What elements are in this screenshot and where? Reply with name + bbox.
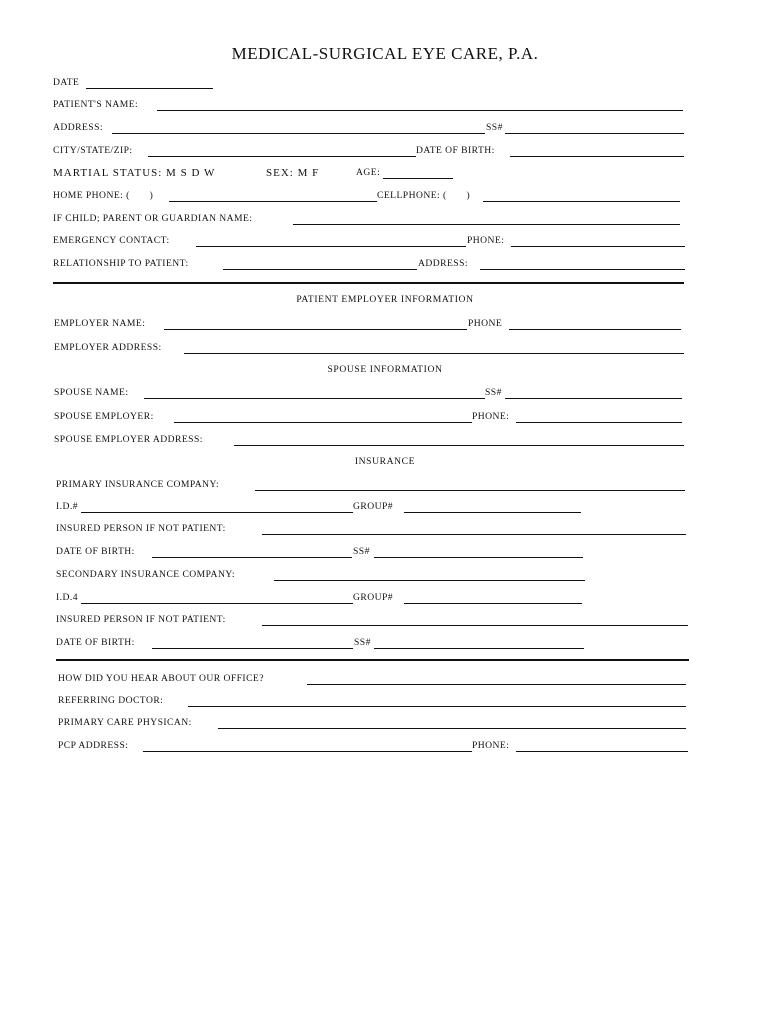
spouse-employer-label: SPOUSE EMPLOYER: bbox=[54, 411, 154, 422]
spouse-name-field[interactable] bbox=[144, 398, 485, 399]
primary-insurance-label: PRIMARY INSURANCE COMPANY: bbox=[56, 479, 220, 490]
group1-label: GROUP# bbox=[353, 501, 394, 512]
spouse-name-label: SPOUSE NAME: bbox=[54, 387, 129, 398]
spouse-ss-field[interactable] bbox=[505, 398, 682, 399]
group1-field[interactable] bbox=[404, 512, 581, 513]
employer-heading: PATIENT EMPLOYER INFORMATION bbox=[296, 294, 474, 305]
primary-insurance-field[interactable] bbox=[255, 490, 685, 491]
ss2-field[interactable] bbox=[374, 648, 584, 649]
age-label: AGE: bbox=[356, 167, 381, 178]
spouse-phone-field[interactable] bbox=[516, 422, 682, 423]
referring-doctor-label: REFERRING DOCTOR: bbox=[58, 695, 164, 706]
ss-label: SS# bbox=[486, 122, 503, 133]
divider-2 bbox=[56, 659, 689, 661]
employer-name-label: EMPLOYER NAME: bbox=[54, 318, 146, 329]
relationship-field[interactable] bbox=[223, 269, 417, 270]
form-title: MEDICAL-SURGICAL EYE CARE, P.A. bbox=[231, 44, 539, 63]
dob1-field[interactable] bbox=[152, 557, 352, 558]
ss2-label: SS# bbox=[354, 637, 371, 648]
date-label: DATE bbox=[53, 77, 80, 88]
cellphone-label: CELLPHONE: ( ) bbox=[377, 190, 471, 201]
relationship-address-label: ADDRESS: bbox=[418, 258, 468, 269]
id2-label: I.D.4 bbox=[56, 592, 78, 603]
secondary-insurance-label: SECONDARY INSURANCE COMPANY: bbox=[56, 569, 235, 580]
address-label: ADDRESS: bbox=[53, 122, 103, 133]
home-phone-field[interactable] bbox=[169, 201, 377, 202]
spouse-employer-address-field[interactable] bbox=[234, 445, 684, 446]
secondary-insurance-field[interactable] bbox=[274, 580, 585, 581]
home-phone-label: HOME PHONE: ( ) bbox=[53, 190, 154, 201]
insured1-label: INSURED PERSON IF NOT PATIENT: bbox=[56, 523, 226, 534]
date-field[interactable] bbox=[86, 88, 213, 89]
address-field[interactable] bbox=[112, 133, 485, 134]
spouse-phone-label: PHONE: bbox=[472, 411, 510, 422]
id1-field[interactable] bbox=[81, 512, 353, 513]
pcp-address-field[interactable] bbox=[143, 751, 472, 752]
insured2-label: INSURED PERSON IF NOT PATIENT: bbox=[56, 614, 226, 625]
id1-label: I.D.# bbox=[56, 501, 78, 512]
city-state-zip-field[interactable] bbox=[148, 156, 416, 157]
pcp-phone-label: PHONE: bbox=[472, 740, 510, 751]
primary-care-label: PRIMARY CARE PHYSICAN: bbox=[58, 717, 192, 728]
dob2-label: DATE OF BIRTH: bbox=[56, 637, 135, 648]
spouse-employer-address-label: SPOUSE EMPLOYER ADDRESS: bbox=[54, 434, 203, 445]
emergency-phone-field[interactable] bbox=[511, 246, 685, 247]
group2-field[interactable] bbox=[404, 603, 582, 604]
employer-address-label: EMPLOYER ADDRESS: bbox=[54, 342, 162, 353]
guardian-label: IF CHILD; PARENT OR GUARDIAN NAME: bbox=[53, 213, 253, 224]
spouse-heading: SPOUSE INFORMATION bbox=[327, 364, 443, 375]
hear-about-field[interactable] bbox=[307, 684, 686, 685]
employer-phone-label: PHONE bbox=[468, 318, 503, 329]
referring-doctor-field[interactable] bbox=[188, 706, 686, 707]
spouse-ss-label: SS# bbox=[485, 387, 502, 398]
divider-1 bbox=[53, 282, 684, 284]
dob-label: DATE OF BIRTH: bbox=[416, 145, 495, 156]
employer-name-field[interactable] bbox=[164, 329, 467, 330]
cellphone-field[interactable] bbox=[483, 201, 680, 202]
insurance-heading: INSURANCE bbox=[354, 456, 416, 467]
ss-field[interactable] bbox=[505, 133, 684, 134]
group2-label: GROUP# bbox=[353, 592, 394, 603]
relationship-label: RELATIONSHIP TO PATIENT: bbox=[53, 258, 189, 269]
pcp-phone-field[interactable] bbox=[516, 751, 688, 752]
patient-name-label: PATIENT'S NAME: bbox=[53, 99, 139, 110]
marital-status-label: MARTIAL STATUS: M S D W bbox=[53, 167, 216, 179]
emergency-phone-label: PHONE: bbox=[467, 235, 505, 246]
ss1-field[interactable] bbox=[374, 557, 583, 558]
emergency-contact-field[interactable] bbox=[196, 246, 466, 247]
pcp-address-label: PCP ADDRESS: bbox=[58, 740, 129, 751]
emergency-contact-label: EMERGENCY CONTACT: bbox=[53, 235, 170, 246]
ss1-label: SS# bbox=[353, 546, 370, 557]
insured2-field[interactable] bbox=[262, 625, 688, 626]
employer-phone-field[interactable] bbox=[509, 329, 681, 330]
spouse-employer-field[interactable] bbox=[174, 422, 472, 423]
primary-care-field[interactable] bbox=[218, 728, 686, 729]
guardian-field[interactable] bbox=[293, 224, 680, 225]
insured1-field[interactable] bbox=[262, 534, 686, 535]
id2-field[interactable] bbox=[81, 603, 353, 604]
relationship-address-field[interactable] bbox=[480, 269, 685, 270]
employer-address-field[interactable] bbox=[184, 353, 684, 354]
dob2-field[interactable] bbox=[152, 648, 353, 649]
dob-field[interactable] bbox=[510, 156, 684, 157]
city-state-zip-label: CITY/STATE/ZIP: bbox=[53, 145, 133, 156]
hear-about-label: HOW DID YOU HEAR ABOUT OUR OFFICE? bbox=[58, 673, 264, 684]
dob1-label: DATE OF BIRTH: bbox=[56, 546, 135, 557]
patient-name-field[interactable] bbox=[157, 110, 683, 111]
sex-label: SEX: M F bbox=[266, 167, 320, 179]
age-field[interactable] bbox=[383, 178, 453, 179]
